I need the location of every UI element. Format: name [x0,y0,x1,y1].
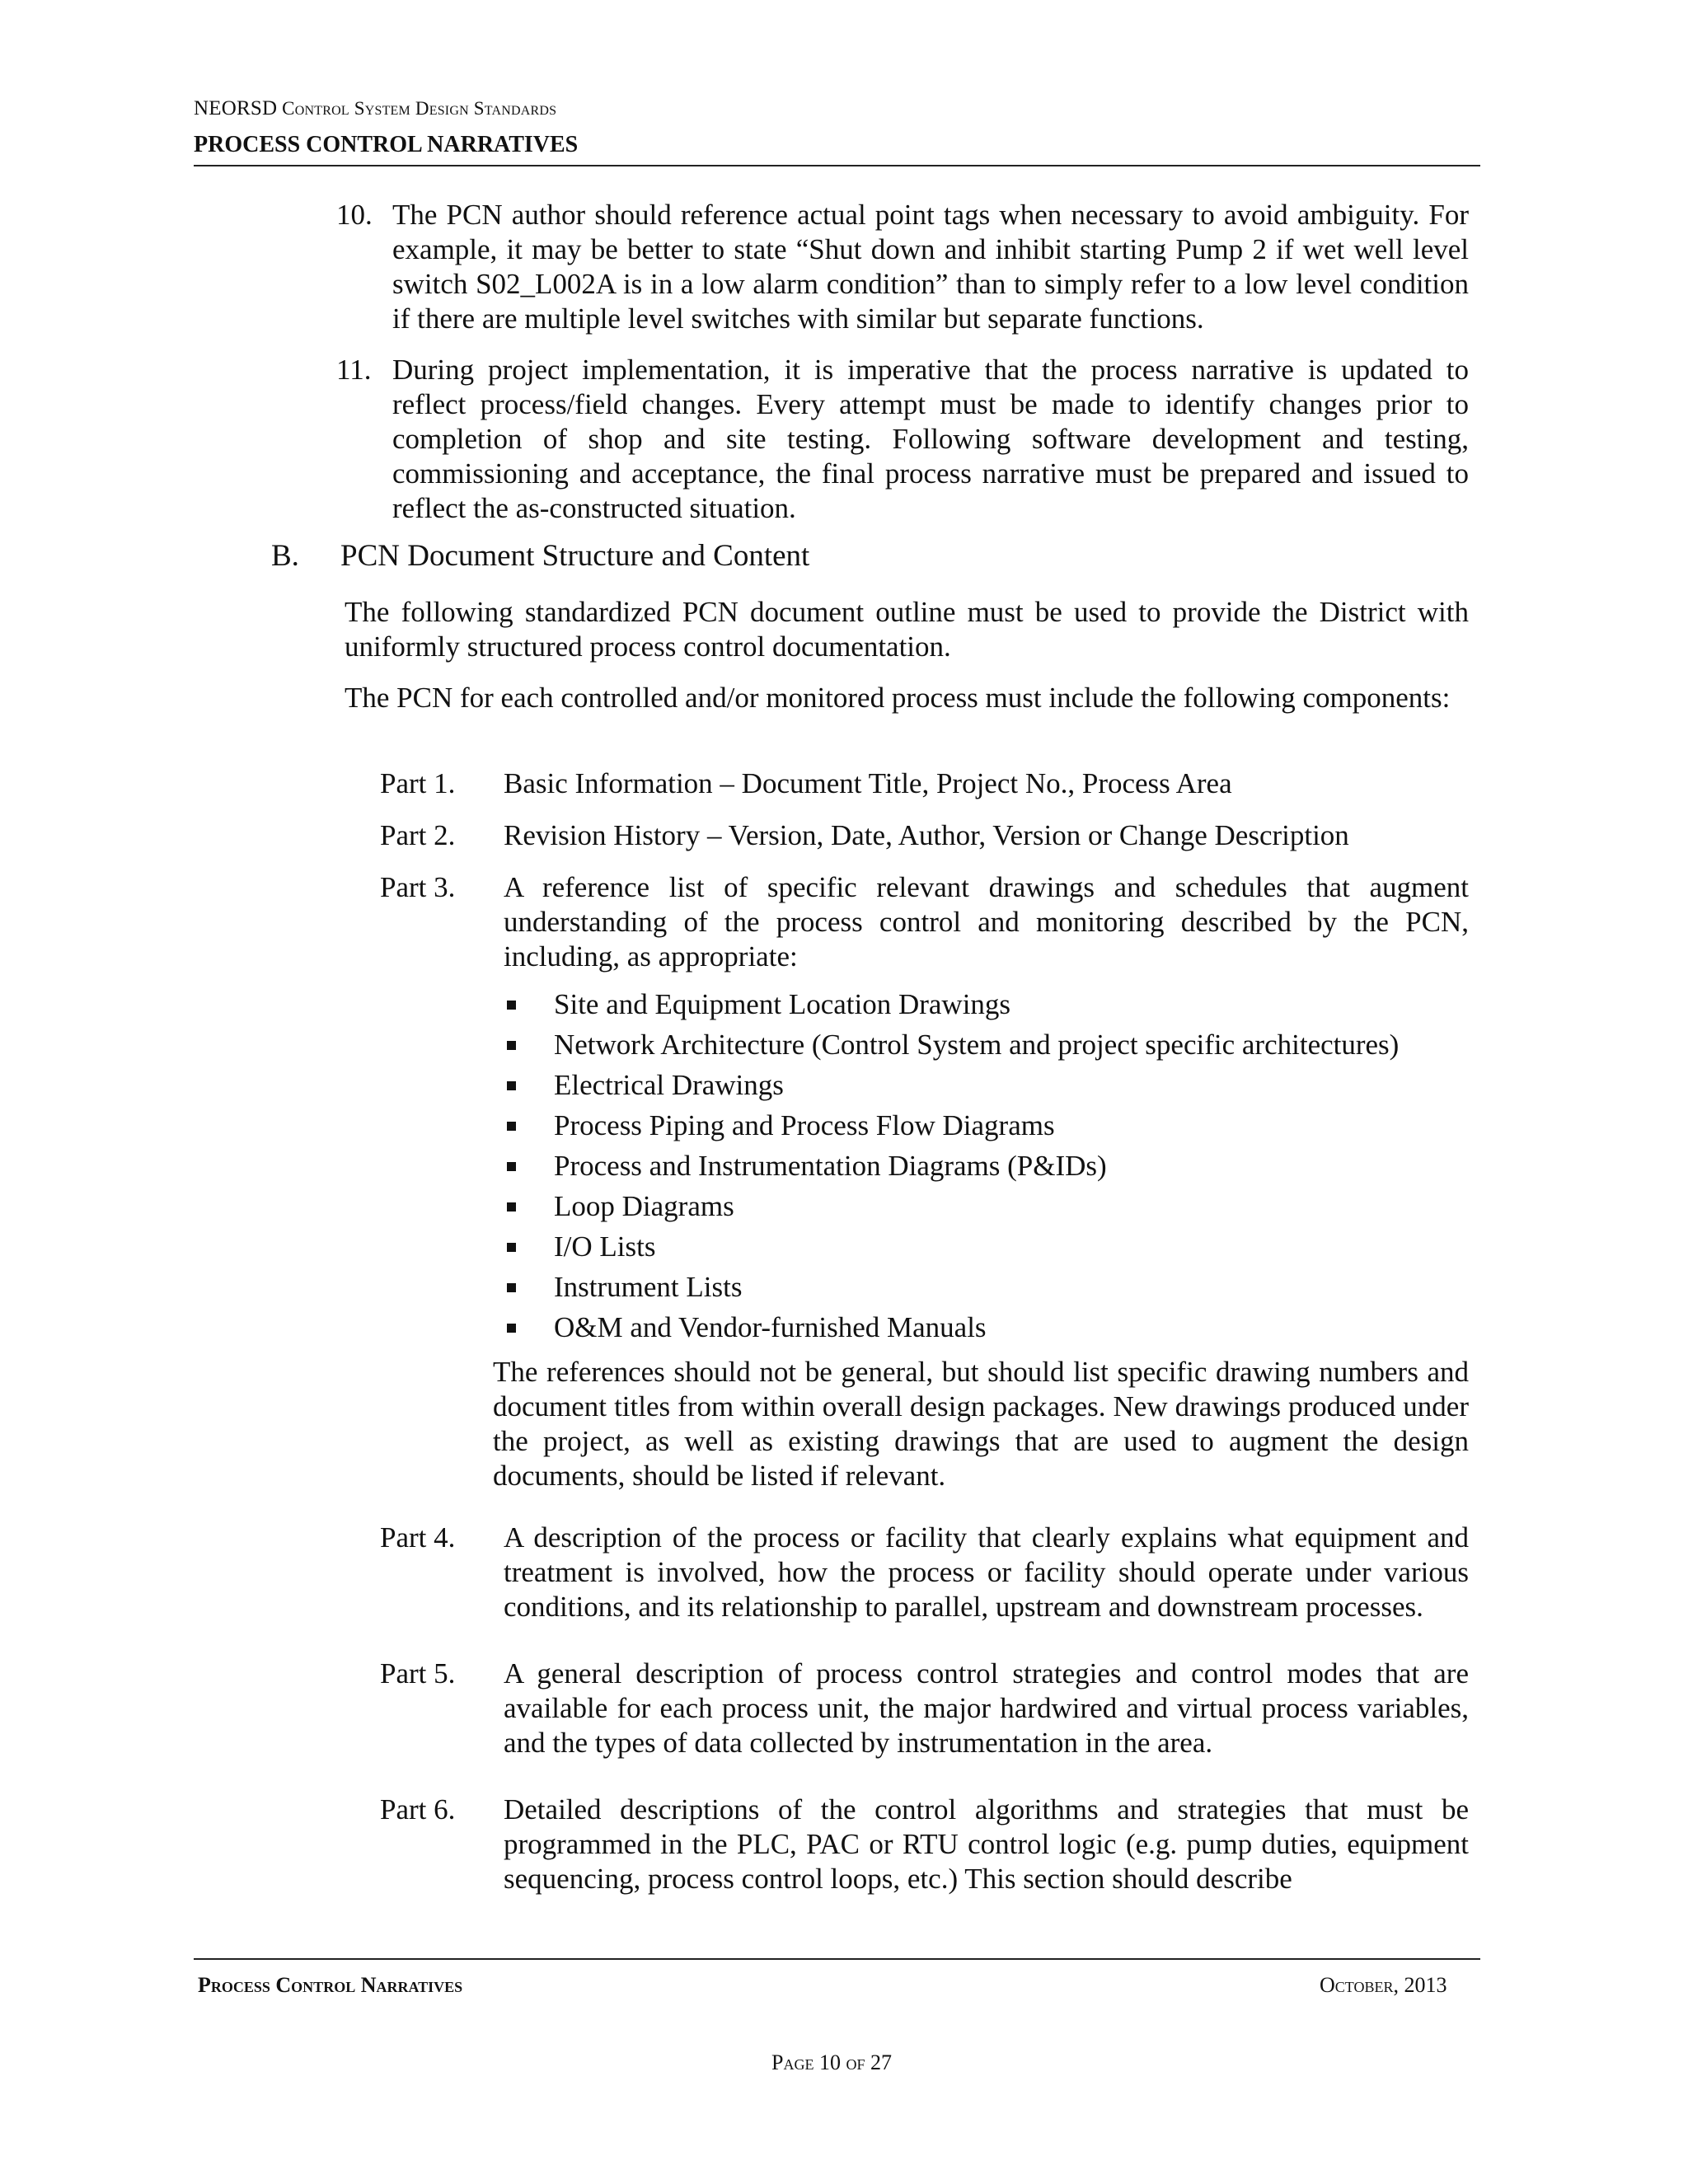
square-bullet-icon [507,1122,516,1131]
square-bullet-icon [507,1041,516,1050]
header-title [194,97,556,120]
item-number: 11. [336,354,372,386]
header-rule [194,165,1480,166]
header-standard-name: Control System Design Standards [277,98,557,119]
square-bullet-icon [507,1202,516,1212]
part-label: Part 4. [380,1521,456,1554]
section-letter: B. [271,539,299,573]
list-item [507,1108,1463,1149]
list-item [507,1068,1463,1108]
list-item [507,987,1463,1028]
part-text: A reference list of specific relevant drawings and schedules that augment understanding of the process control and monitoring described by the PCN, including, as appropriate: [504,871,1469,972]
square-bullet-icon [507,1243,516,1252]
reference-list [507,987,1463,1351]
header-subtitle: PROCESS CONTROL NARRATIVES [194,132,579,157]
list-item [507,1149,1463,1189]
item-number: 10. [336,199,373,231]
footer-date: October, 2013 [1320,1973,1447,1997]
section-title: PCN Document Structure and Content [340,539,810,573]
square-bullet-icon [507,1081,516,1090]
section-paragraph: The following standardized PCN document outline must be used to provide the District with uniformly structured process control documentation. [345,596,1469,663]
list-item-text: Instrument Lists [554,1271,743,1303]
item-text: The PCN author should reference actual point tags when necessary to avoid ambiguity. For example, it may be better to state “Shut down and inhibit starting Pump 2 if wet well level switch S02_L002A is in a low alarm condition” than to simply refer to a low level condition if there are multiple level switches with similar but separate functions. [392,199,1469,335]
part-label: Part 1. [380,767,456,799]
list-item-text: O&M and Vendor-furnished Manuals [554,1311,987,1343]
part-label: Part 3. [380,871,456,903]
list-item [507,1310,1463,1351]
part-note: The references should not be general, but should list specific drawing numbers and document titles from within overall design packages. New drawings produced under the project, as well as existing drawings that are used to augment the design documents, should be listed if relevant. [493,1356,1469,1492]
page-number: Page 10 of 27 [771,2050,892,2074]
list-item [507,1270,1463,1310]
list-item-text: Electrical Drawings [554,1069,784,1101]
list-item [507,1189,1463,1230]
footer-title: Process Control Narratives [198,1973,463,1997]
footer-rule [194,1958,1480,1960]
part-label: Part 5. [380,1657,456,1690]
list-item-text: I/O Lists [554,1230,656,1263]
part-text: A general description of process control strategies and control modes that are available for each process unit, the major hardwired and virtual process variables, and the types of data collected by instrumentation in the area. [504,1657,1469,1759]
square-bullet-icon [507,1001,516,1010]
header-org: NEORSD [194,97,278,120]
part-text: Basic Information – Document Title, Project No., Process Area [504,767,1232,799]
list-item-text: Process Piping and Process Flow Diagrams [554,1109,1055,1141]
part-text: Detailed descriptions of the control algorithms and strategies that must be programmed in the PLC, PAC or RTU control logic (e.g. pump duties, equipment sequencing, process control loops, etc.) This section should describe [504,1793,1469,1895]
list-item-text: Network Architecture (Control System and project specific architectures) [554,1029,1400,1061]
square-bullet-icon [507,1162,516,1171]
section-paragraph: The PCN for each controlled and/or monitored process must include the following components: [345,682,1451,714]
list-item-text: Loop Diagrams [554,1190,734,1222]
list-item-text: Site and Equipment Location Drawings [554,988,1011,1020]
list-item-text: Process and Instrumentation Diagrams (P&IDs) [554,1150,1107,1182]
square-bullet-icon [507,1283,516,1292]
part-text: A description of the process or facility that clearly explains what equipment and treatment is involved, how the process or facility should operate under various conditions, and its relationship to parallel, upstream and downstream processes. [504,1521,1469,1623]
item-text: During project implementation, it is imperative that the process narrative is updated to reflect process/field changes. Every attempt must be made to identify changes prior to completion of shop and site testing. Following software development and testing, commissioning and acceptance, the final process narrative must be prepared and issued to reflect the as-constructed situation. [392,354,1469,524]
square-bullet-icon [507,1324,516,1333]
list-item [507,1230,1463,1270]
part-label: Part 2. [380,819,456,851]
part-label: Part 6. [380,1793,456,1825]
part-text: Revision History – Version, Date, Author, Version or Change Description [504,819,1349,851]
list-item [507,1028,1463,1068]
